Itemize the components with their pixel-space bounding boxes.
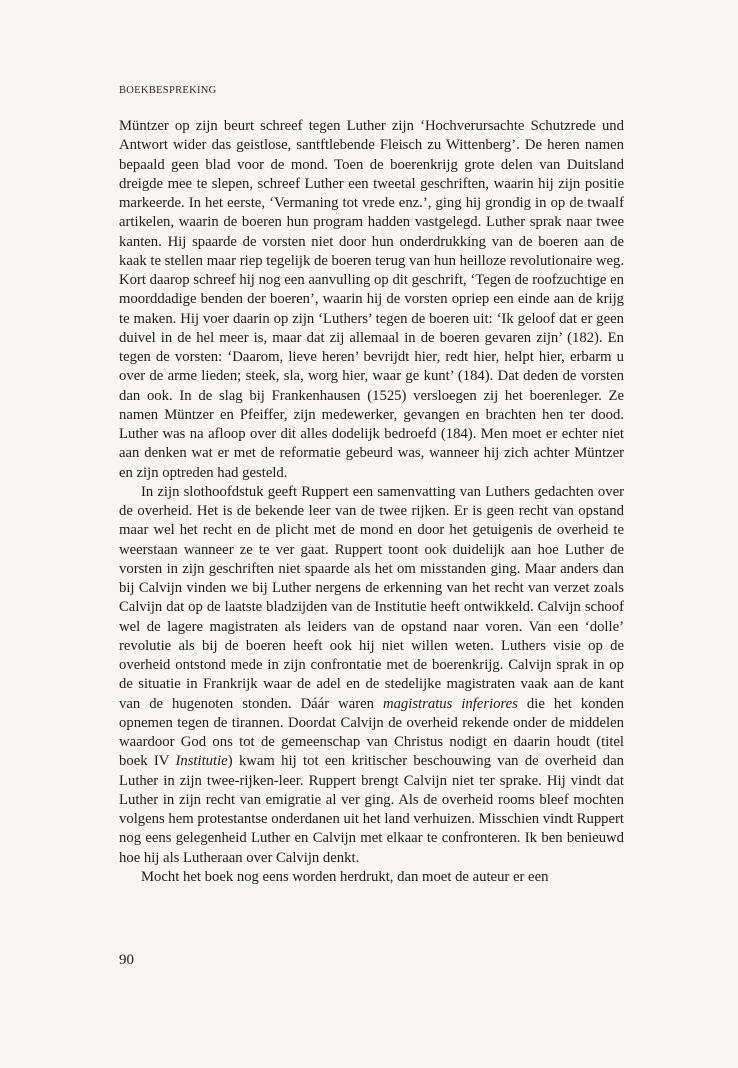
body-text xyxy=(119,117,624,887)
paragraph-2-text: In zijn slothoofdstuk geeft Ruppert een samenvatting van Luthers gedachten over de overheid. Het is de bekende leer van de twee rijken. Er is geen recht van opstand maar wel het recht en de plicht met de mond en door het getuigenis de overheid te weerstaan wanneer ze te ver gaat. Ruppert toont ook duidelijk aan hoe Luther de vorsten in zijn geschriften niet spaarde als het om misstanden ging. Maar anders dan bij Calvijn vinden we bij Luther nergens de erkenning van het recht van verzet zoals Calvijn dat op de laatste bladzijden van de Institutie heeft ontwikkeld. Calvijn schoof wel de lagere magistraten als leiders van de opstand naar voren. Van een ‘dolle’ revolutie als bij de boeren heeft ook hij niet willen weten. Luthers visie op de overheid ontstond mede in zijn confrontatie met de boerenkrijg. Calvijn sprak in op de situatie in Frankrijk waar de adel en de stedelijke magistraten vaak aan de kant van de hugenoten stonden. Dáár waren xyxy=(119,483,624,712)
page-number: 90 xyxy=(119,952,134,968)
paragraph-2-text: ) kwam hij tot een kritischer beschouwing van de overheid dan Luther in zijn twee-rijken-leer. Ruppert brengt Calvijn niet ter sprake. Hij vindt dat Luther in zijn recht van emigratie al ver ging. Als de overheid rooms bleef mochten volgens hem protestantse onderdanen uit het land verhuizen. Misschien vindt Ruppert nog eens gelegenheid Luther en Calvijn met elkaar te confronteren. Ik ben benieuwd hoe hij als Lutheraan over Calvijn denkt. xyxy=(119,753,624,866)
paragraph-2-italic-title: Institutie xyxy=(175,753,228,770)
paragraph-3 xyxy=(119,868,624,887)
paragraph-2-italic-term: magistratus inferiores xyxy=(382,695,518,712)
paragraph-1-text: Müntzer op zijn beurt schreef tegen Luther zijn ‘Hochverursachte Schutzrede und Antwort wider das geistlose, santftlebende Fleisch zu Wittenberg’. De heren namen bepaald geen blad voor de mond. Toen de boerenkrijg grote delen van Duitsland dreigde mee te slepen, schreef Luther een tweetal geschriften, waarin hij zijn positie markeerde. In het eerste, ‘Vermaning tot vrede enz.’, ging hij grondig in op de twaalf artikelen, waarin de boeren hun program hadden vastgelegd. Luther sprak naar twee kanten. Hij spaarde de vorsten niet door hun onderdrukking van de boeren aan de kaak te stellen maar riep tegelijk de boeren terug van hun heilloze revolutionaire weg. Kort daarop schreef hij nog een aanvulling op dit geschrift, ‘Tegen de roofzuchtige en moorddadige benden der boeren’, waarin hij de vorsten opriep een einde aan de krijg te maken. Hij voer daarin op zijn ‘Luthers’ tegen de boeren uit: ‘Ik geloof dat er geen duivel in de hel meer is, maar dat zij allemaal in de boeren gevaren zijn’ (182). En tegen de vorsten: ‘Daarom, lieve heren’ bevrijdt hier, redt hier, helpt hier, erbarm u over de arme lieden; steek, sla, worg hier, waar ge kunt’ (184). Dat deden de vorsten dan ook. In de slag bij Frankenhausen (1525) versloegen zij het boerenleger. Ze namen Müntzer en Pfeiffer, zijn medewerker, gevangen en brachten hen ter dood. Luther was na afloop over dit alles dodelijk bedroefd (184). Men moet er echter niet aan denken wat er met de reformatie gebeurd was, wanneer hij zich achter Müntzer en zijn optreden had gesteld. xyxy=(119,118,624,481)
paragraph-2 xyxy=(119,483,624,868)
paragraph-1 xyxy=(119,117,624,483)
paragraph-3-text: Mocht het boek nog eens worden herdrukt, dan moet de auteur er een xyxy=(141,868,549,885)
paragraph-2-text: die het konden opnemen tegen de tirannen. Doordat Calvijn de overheid rekende onder de middelen waardoor God ons tot de gemeenschap van Christus nodigt en daarin houdt (titel boek IV xyxy=(119,695,624,770)
running-head: BOEKBESPREKING xyxy=(119,85,217,96)
